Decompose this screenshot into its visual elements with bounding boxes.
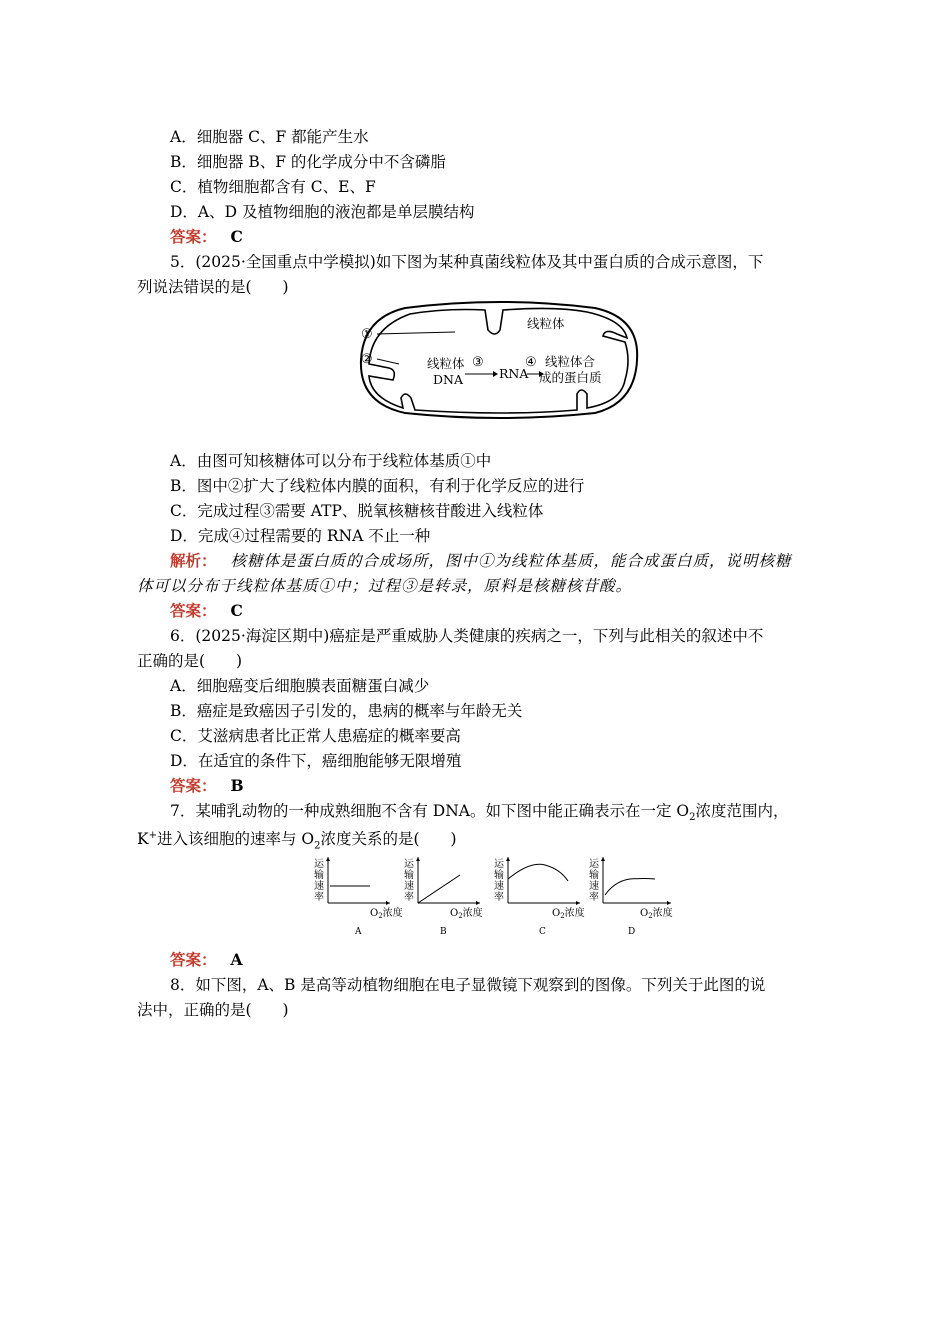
ylabel-d-4: 率 bbox=[589, 892, 599, 903]
ylabel-b-2: 输 bbox=[404, 870, 414, 881]
ylabel-c-4: 率 bbox=[494, 892, 504, 903]
q8-stem-line1: 8．如下图，A、B 是高等动植物细胞在电子显微镜下观察到的图像。下列关于此图的说 bbox=[170, 976, 766, 994]
q4-option-b: B．细胞器 B、F 的化学成分中不含磷脂 bbox=[170, 153, 446, 171]
mt-dna-line1: 线粒体 bbox=[427, 356, 465, 371]
q5-option-a: A．由图可知核糖体可以分布于线粒体基质①中 bbox=[170, 452, 492, 470]
graph-c bbox=[494, 857, 585, 937]
ylabel-a-3: 速 bbox=[314, 881, 324, 892]
step-3-label: ③ bbox=[472, 355, 484, 370]
xlabel-d: $O_2$浓度 bbox=[640, 908, 673, 920]
q5-answer bbox=[170, 601, 820, 621]
graph-b bbox=[404, 857, 483, 937]
q6-option-a: A．细胞癌变后细胞膜表面糖蛋白减少 bbox=[170, 677, 430, 695]
xlabel-a: $O_2$浓度 bbox=[370, 908, 403, 920]
ylabel-a-1: 运 bbox=[314, 859, 324, 870]
ylabel-b-4: 率 bbox=[404, 892, 414, 903]
q7-stem-text-a: 7．某哺乳动物的一种成熟细胞不含有 DNA。如下图中能正确表示在一定 O bbox=[170, 802, 690, 820]
analysis-label: 解析： bbox=[170, 551, 217, 570]
q5-analysis-line2: 体可以分布于线粒体基质①中；过程③是转录，原料是核糖核苷酸。 bbox=[137, 577, 633, 595]
protein-line1: 线粒体合 bbox=[545, 354, 596, 369]
graph-c-label: C bbox=[539, 927, 546, 937]
q4-option-a: A．细胞器 C、F 都能产生水 bbox=[170, 128, 369, 146]
graph-a bbox=[314, 857, 403, 937]
q5-option-d: D．完成④过程需要的 RNA 不止一种 bbox=[170, 527, 431, 545]
q6-answer bbox=[170, 776, 820, 796]
q7-stem-text-d: 浓度关系的是( ) bbox=[320, 830, 457, 849]
ylabel-c-2: 输 bbox=[494, 870, 504, 881]
q5-stem-line1: 5．(2025·全国重点中学模拟)如下图为某种真菌线粒体及其中蛋白质的合成示意图，下 bbox=[170, 253, 764, 271]
label-2: ② bbox=[361, 352, 373, 367]
protein-line2: 成的蛋白质 bbox=[539, 370, 602, 385]
label-2-leader bbox=[377, 359, 399, 364]
q7-stem-line1 bbox=[170, 801, 820, 828]
q6-stem-line1: 6．(2025·海淀区期中)癌症是严重威胁人类健康的疾病之一，下列与此相关的叙述中不 bbox=[170, 627, 764, 645]
q5-option-c: C．完成过程③需要 ATP、脱氧核糖核苷酸进入线粒体 bbox=[170, 502, 544, 520]
q7-subscript-2: 2 bbox=[314, 840, 321, 852]
q6-option-d: D．在适宜的条件下，癌细胞能够无限增殖 bbox=[170, 752, 462, 770]
q7-superscript: + bbox=[148, 830, 157, 841]
ylabel-a-2: 输 bbox=[314, 870, 324, 881]
q6-option-b: B．癌症是致癌因子引发的，患病的概率与年龄无关 bbox=[170, 702, 523, 720]
label-1: ① bbox=[361, 327, 373, 342]
q7-stem-text-b: 浓度范围内， bbox=[695, 802, 789, 820]
graph-a-label: A bbox=[355, 927, 362, 937]
q7-stem-text-c: 进入该细胞的速率与 O bbox=[156, 830, 315, 849]
rna-label: RNA bbox=[499, 366, 529, 381]
q4-answer bbox=[170, 227, 820, 247]
graph-d bbox=[589, 857, 673, 937]
answer-value: A bbox=[230, 950, 243, 969]
q5-analysis-line1 bbox=[170, 551, 820, 571]
transport-rate-graphs bbox=[310, 855, 675, 940]
ylabel-c-1: 运 bbox=[494, 859, 504, 870]
answer-label: 答案： bbox=[170, 776, 217, 795]
ylabel-d-2: 输 bbox=[589, 870, 599, 881]
axis-arrows-d bbox=[601, 857, 671, 905]
answer-label: 答案： bbox=[170, 950, 217, 969]
q7-ion: K bbox=[137, 830, 149, 849]
q5-option-b: B．图中②扩大了线粒体内膜的面积，有利于化学反应的进行 bbox=[170, 477, 585, 495]
ylabel-c-3: 速 bbox=[494, 881, 504, 892]
ylabel-b-1: 运 bbox=[404, 859, 414, 870]
ylabel-a-4: 率 bbox=[314, 892, 324, 903]
label-1-leader bbox=[377, 332, 455, 334]
q8-stem-line2: 法中，正确的是( ) bbox=[137, 1001, 289, 1019]
mt-dna-line2: DNA bbox=[433, 372, 463, 387]
analysis-text-1: 核糖体是蛋白质的合成场所，图中①为线粒体基质，能合成蛋白质，说明核糖 bbox=[230, 552, 792, 570]
arrow-3-head bbox=[493, 371, 498, 377]
xlabel-c: $O_2$浓度 bbox=[552, 908, 585, 920]
answer-value: C bbox=[230, 601, 243, 620]
q7-stem-line2 bbox=[137, 826, 820, 856]
graph-b-label: B bbox=[440, 927, 447, 937]
q6-stem-line2: 正确的是( ) bbox=[137, 652, 243, 670]
xlabel-b: $O_2$浓度 bbox=[450, 908, 483, 920]
q4-option-d: D．A、D 及植物细胞的液泡都是单层膜结构 bbox=[170, 203, 475, 221]
answer-value: C bbox=[230, 227, 243, 246]
ylabel-d-1: 运 bbox=[589, 859, 599, 870]
answer-label: 答案： bbox=[170, 601, 217, 620]
answer-value: B bbox=[230, 776, 244, 795]
ylabel-b-3: 速 bbox=[404, 881, 414, 892]
ylabel-d-3: 速 bbox=[589, 881, 599, 892]
mitochondrion-diagram bbox=[355, 298, 645, 423]
answer-label: 答案： bbox=[170, 227, 217, 246]
q5-stem-line2: 列说法错误的是( ) bbox=[137, 278, 289, 296]
q4-option-c: C．植物细胞都含有 C、E、F bbox=[170, 178, 376, 196]
q7-answer bbox=[170, 950, 820, 970]
graph-d-label: D bbox=[628, 927, 636, 937]
curve-c bbox=[508, 864, 568, 881]
step-4-label: ④ bbox=[525, 355, 537, 370]
q6-option-c: C．艾滋病患者比正常人患癌症的概率要高 bbox=[170, 727, 461, 745]
mitochondrion-title: 线粒体 bbox=[527, 316, 565, 331]
q7-subscript: 2 bbox=[689, 812, 696, 824]
curve-b bbox=[418, 875, 460, 903]
axis-arrows-a bbox=[326, 857, 390, 905]
curve-d bbox=[605, 879, 655, 896]
